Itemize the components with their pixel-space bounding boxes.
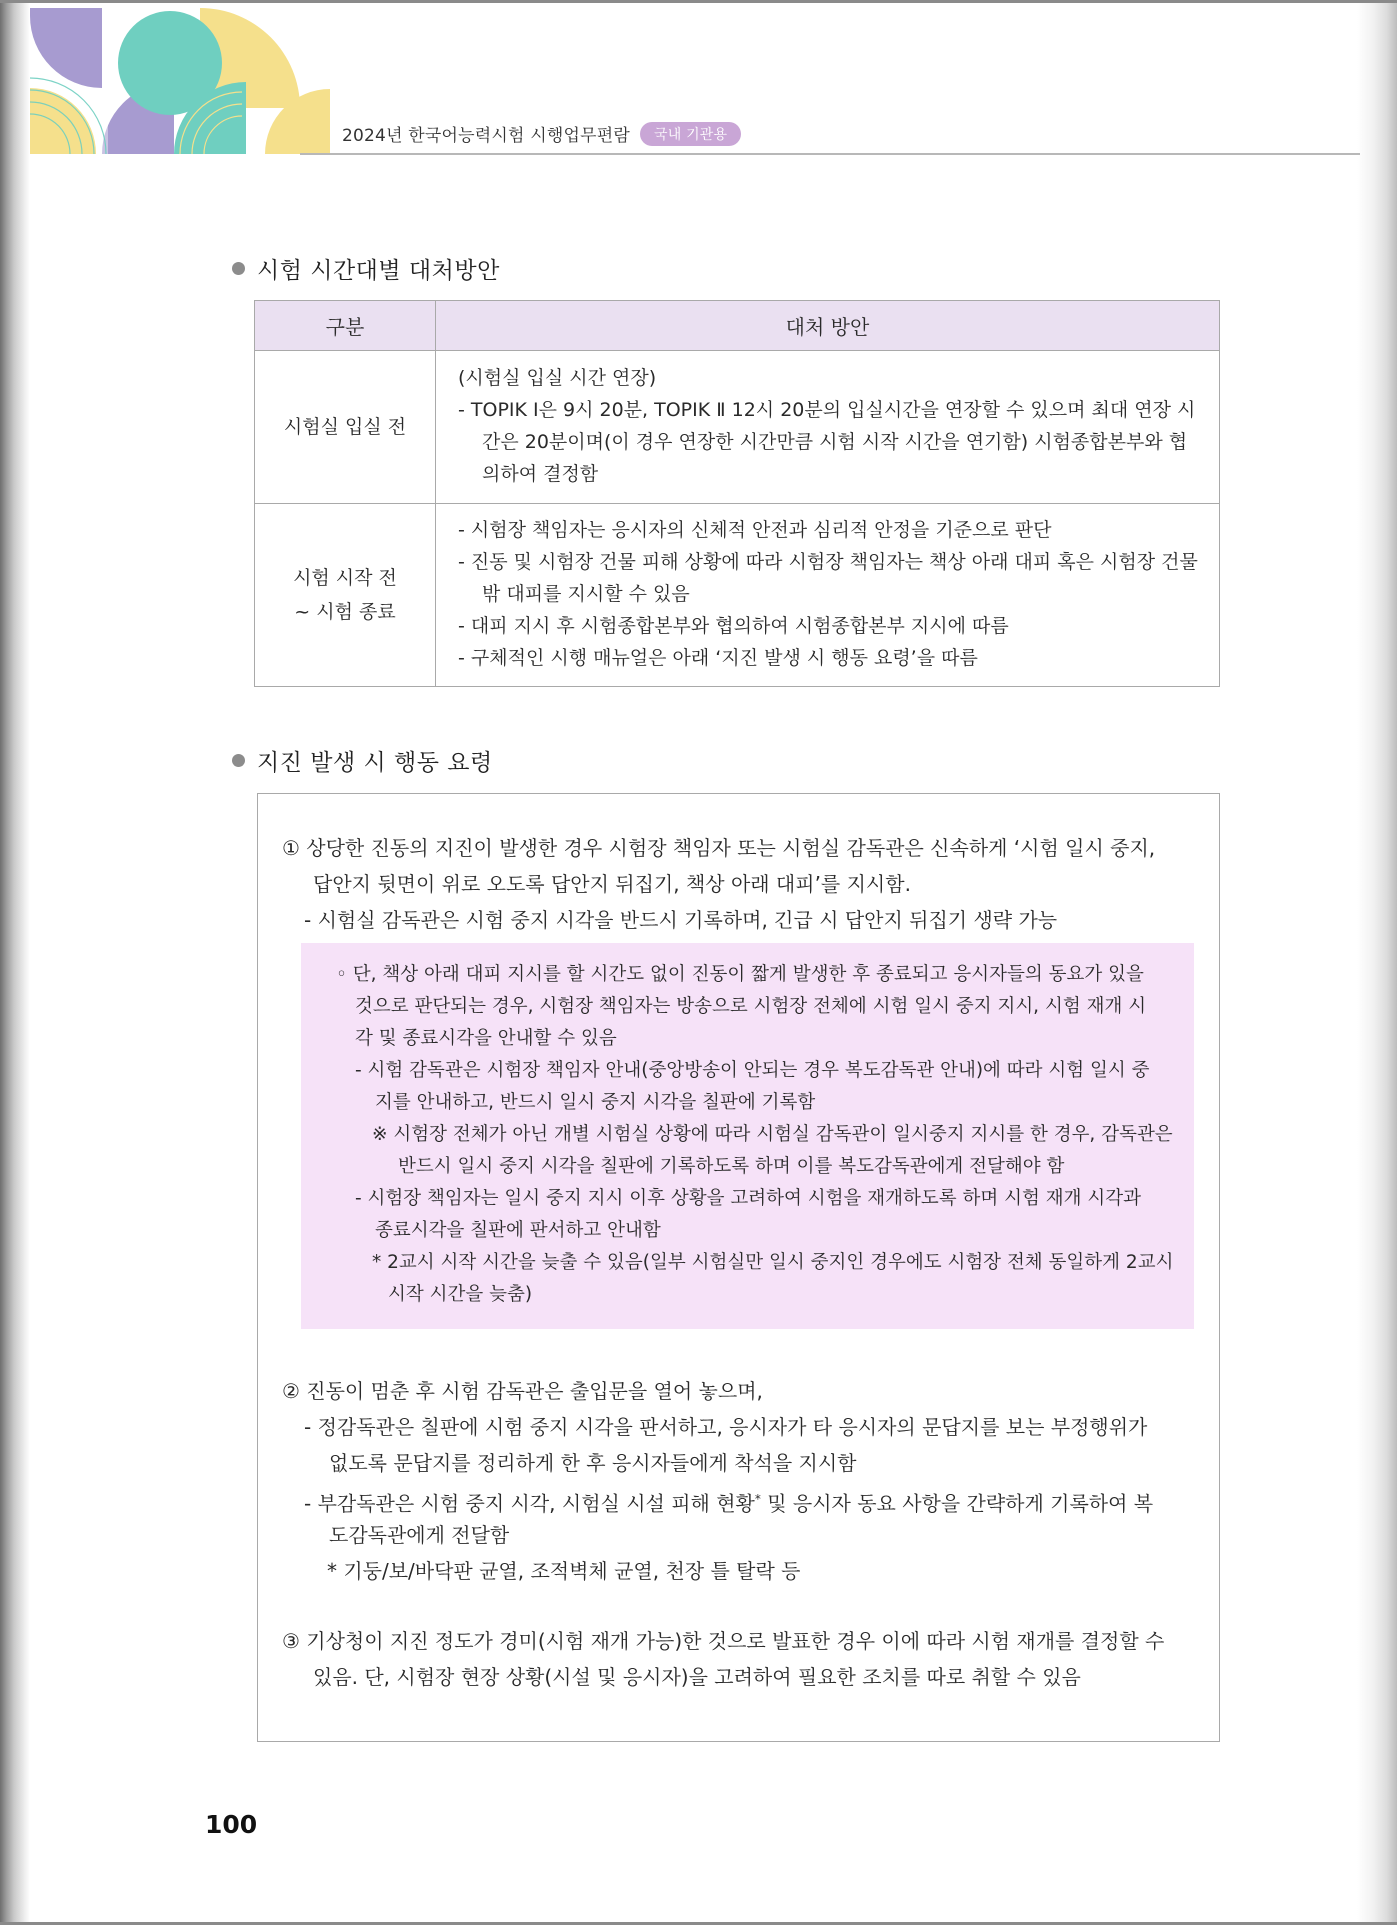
- plan-line: - 구체적인 시행 매뉴얼은 아래 ‘지진 발생 시 행동 요령’을 따름: [458, 647, 978, 669]
- note-line: ◦ 단, 책상 아래 대피 지시를 할 시간도 없이 진동이 짧게 발생한 후 종료되고 응시자들의 동요가 있을: [336, 964, 1144, 985]
- item2-line: - 정감독관은 칠판에 시험 중지 시각을 판서하고, 응시자가 타 응시자의 문답지를 보는 부정행위가: [304, 1415, 1148, 1439]
- table-cell-category: [255, 351, 436, 504]
- section-heading-text: 지진 발생 시 행동 요령: [257, 750, 493, 776]
- running-head-title: 2024년 한국어능력시험 시행업무편람: [342, 126, 630, 146]
- footnote-marker: *: [754, 1492, 761, 1506]
- item2-line: 도감독관에게 전달함: [329, 1523, 510, 1547]
- table-cell-category: [255, 504, 436, 687]
- section-heading-time: [232, 252, 500, 285]
- plan-line: - 대피 지시 후 시험종합본부와 협의하여 시험종합본부 지시에 따름: [458, 615, 1009, 637]
- page-edge-left: [0, 0, 30, 1925]
- note-line: * 2교시 시작 시간을 늦출 수 있음(일부 시험실만 일시 중지인 경우에도 시험장 전체 동일하게 2교시: [372, 1252, 1174, 1273]
- item2-line: [304, 1481, 1153, 1522]
- plan-line: - 진동 및 시험장 건물 피해 상황에 따라 시험장 책임자는 책상 아래 대피 혹은 시험장 건물 밖 대피를 지시할 수 있음: [458, 551, 1198, 605]
- response-plan-table: [254, 300, 1220, 687]
- table-cell-plan: [436, 504, 1220, 687]
- note-line: 지를 안내하고, 반드시 일시 중지 시각을 칠판에 기록함: [375, 1092, 816, 1113]
- item2-footnote: * 기둥/보/바닥판 균열, 조적벽체 균열, 천장 틀 탈락 등: [327, 1559, 801, 1583]
- note-line: 것으로 판단되는 경우, 시험장 책임자는 방송으로 시험장 전체에 시험 일시 중지 지시, 시험 재개 시: [355, 996, 1147, 1017]
- plan-line: (시험실 입실 시간 연장): [458, 367, 657, 389]
- note-line: 종료시각을 칠판에 판서하고 안내함: [375, 1220, 661, 1241]
- category-line: 시험 시작 전: [293, 567, 397, 589]
- table-row: [255, 504, 1220, 687]
- item2-line: 없도록 문답지를 정리하게 한 후 응시자들에게 착석을 지시함: [329, 1451, 857, 1475]
- note-line: 시작 시간을 늦춤): [388, 1284, 533, 1305]
- item3-line: ③ 기상청이 지진 정도가 경미(시험 재개 가능)한 것으로 발표한 경우 이에 따라 시험 재개를 결정할 수: [282, 1629, 1165, 1653]
- item2-line: ② 진동이 멈춘 후 시험 감독관은 출입문을 열어 놓으며,: [282, 1379, 763, 1403]
- header-decoration: [30, 8, 330, 154]
- page-border-top: [0, 0, 1397, 3]
- item3-line: 있음. 단, 시험장 현장 상황(시설 및 응시자)을 고려하여 필요한 조치를 따로 취할 수 있음: [313, 1665, 1081, 1689]
- bullet-icon: [232, 262, 245, 275]
- table-header-category: 구분: [255, 301, 436, 351]
- note-line: ※ 시험장 전체가 아닌 개별 시험실 상황에 따라 시험실 감독관이 일시중지 지시를 한 경우, 감독관은: [372, 1124, 1173, 1145]
- note-line: - 시험 감독관은 시험장 책임자 안내(중앙방송이 안되는 경우 복도감독관 안내)에 따라 시험 일시 중: [355, 1060, 1150, 1081]
- running-head: [342, 121, 741, 146]
- item2-text: 및 응시자 동요 사항을 간략하게 기록하여 복: [760, 1491, 1154, 1516]
- note-line: 각 및 종료시각을 안내할 수 있음: [355, 1028, 617, 1049]
- running-head-tag: 국내 기관용: [640, 122, 741, 146]
- note-line: 반드시 일시 중지 시각을 칠판에 기록하도록 하며 이를 복도감독관에게 전달해야 함: [398, 1156, 1065, 1177]
- header-rule: [300, 153, 1360, 155]
- table-cell-plan: [436, 351, 1220, 504]
- table-row: [255, 351, 1220, 504]
- category-line: ~ 시험 종료: [294, 601, 396, 623]
- page-edge-right: [1357, 0, 1397, 1925]
- plan-line: - TOPIK Ⅰ은 9시 20분, TOPIK Ⅱ 12시 20분의 입실시간을 연장할 수 있으며 최대 연장 시간은 20분이며(이 경우 연장한 시간만큼 시험 시작 시간을 연기함) 시험종합본부와 협의하여 결정함: [458, 399, 1196, 485]
- page-number: 100: [205, 1810, 258, 1839]
- item1-line: - 시험실 감독관은 시험 중지 시각을 반드시 기록하며, 긴급 시 답안지 뒤집기 생략 가능: [304, 908, 1058, 932]
- item2-text: - 부감독관은 시험 중지 시각, 시험실 시설 피해 현황: [304, 1491, 755, 1516]
- category-line: 시험실 입실 전: [283, 416, 407, 438]
- table-header-row: [255, 301, 1220, 351]
- item1-line: 답안지 뒷면이 위로 오도록 답안지 뒤집기, 책상 아래 대피’를 지시함.: [313, 872, 911, 896]
- item1-line: ① 상당한 진동의 지진이 발생한 경우 시험장 책임자 또는 시험실 감독관은 신속하게 ‘시험 일시 중지,: [282, 836, 1156, 860]
- table-header-plan: 대처 방안: [436, 301, 1220, 351]
- bullet-icon: [232, 754, 245, 767]
- plan-line: - 시험장 책임자는 응시자의 신체적 안전과 심리적 안정을 기준으로 판단: [458, 519, 1052, 541]
- section-heading-earthquake: [232, 744, 493, 777]
- section-heading-text: 시험 시간대별 대처방안: [257, 258, 500, 284]
- note-line: - 시험장 책임자는 일시 중지 지시 이후 상황을 고려하여 시험을 재개하도록 하며 시험 재개 시각과: [355, 1188, 1141, 1209]
